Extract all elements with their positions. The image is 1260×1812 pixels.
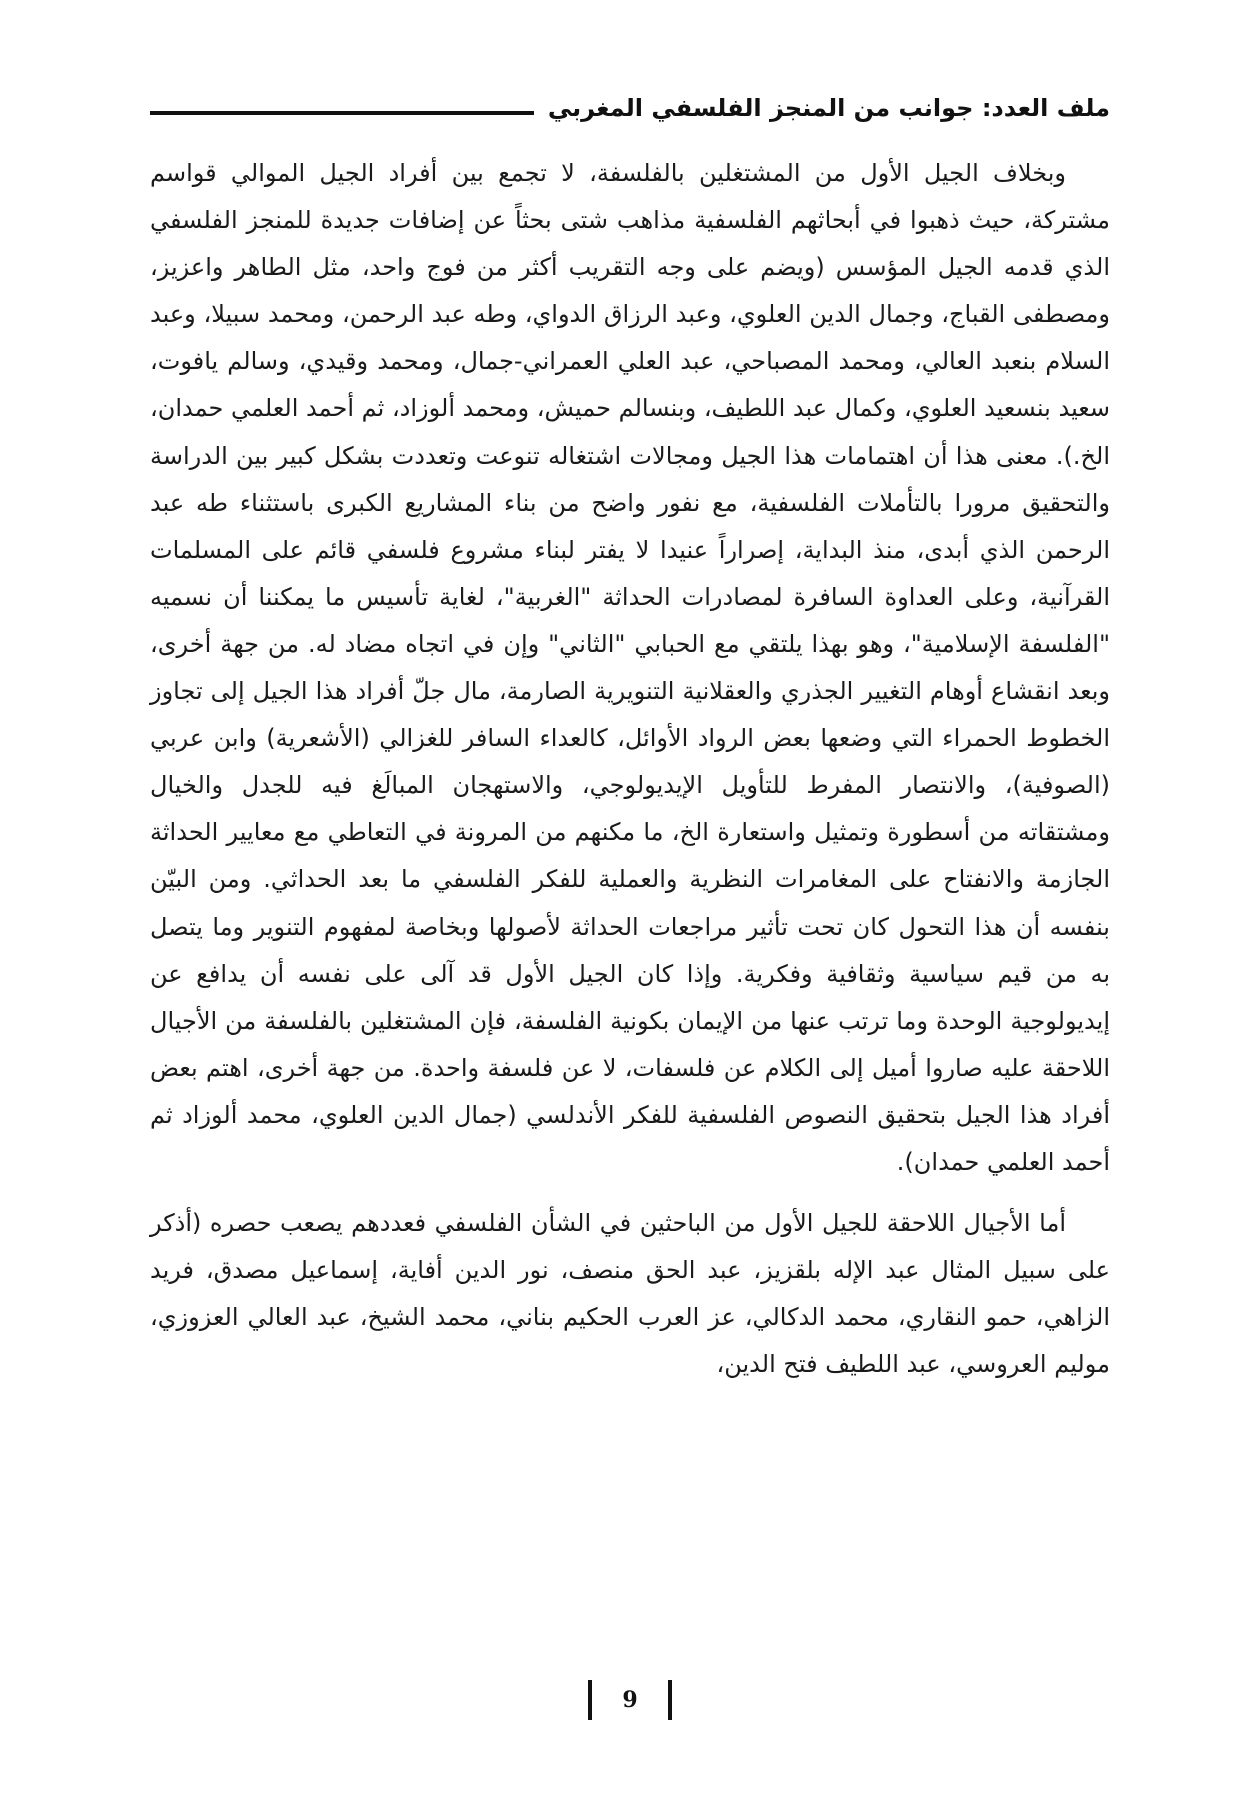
running-header (150, 86, 1110, 130)
header-rule (150, 111, 534, 115)
page-footer (0, 1680, 1260, 1720)
folio-bar-right (668, 1680, 672, 1720)
paragraph-2: أما الأجيال اللاحقة للجيل الأول من الباحثين في الشأن الفلسفي فعددهم يصعب حصره (أذكر على سبيل المثال عبد الإله بلقزيز، عبد الحق منصف، نور الدين أفاية، إسماعيل مصدق، فريد الزاهي، حمو النقاري، محمد الدكالي، عز العرب الحكيم بناني، محمد الشيخ، عبد العالي العزوزي، موليم العروسي، عبد اللطيف فتح الدين، (150, 1209, 1110, 1379)
page-number: 9 (622, 1687, 638, 1713)
header-title: ملف العدد: جوانب من المنجز الفلسفي المغربي (547, 94, 1110, 122)
paragraph-1: وبخلاف الجيل الأول من المشتغلين بالفلسفة، لا تجمع بين أفراد الجيل الموالي قواسم مشتركة، حيث ذهبوا في أبحاثهم الفلسفية مذاهب شتى بحثاً عن إضافات جديدة للمنجز الفلسفي الذي قدمه الجيل المؤسس (ويضم على وجه التقريب أكثر من فوج واحد، مثل الطاهر واعزيز، ومصطفى القباج، وجمال الدين العلوي، وعبد الرزاق الدواي، وطه عبد الرحمن، ومحمد سبيلا، وعبد السلام بنعبد العالي، ومحمد المصباحي، عبد العلي العمراني-جمال، ومحمد وقيدي، وسالم يافوت، سعيد بنسعيد العلوي، وكمال عبد اللطيف، وبنسالم حميش، ومحمد ألوزاد، ثم أحمد العلمي حمدان، الخ.). معنى هذا أن اهتمامات هذا الجيل ومجالات اشتغاله تنوعت وتعددت بشكل كبير بين الدراسة والتحقيق مرورا بالتأملات الفلسفية، مع نفور واضح من بناء المشاريع الكبرى باستثناء طه عبد الرحمن الذي أبدى، منذ البداية، إصراراً عنيدا لا يفتر لبناء مشروع فلسفي قائم على المسلمات القرآنية، وعلى العداوة السافرة لمصادرات الحداثة "الغربية"، لغاية تأسيس ما يمكننا أن نسميه "الفلسفة الإسلامية"، وهو بهذا يلتقي مع الحبابي "الثاني" وإن في اتجاه مضاد له. من جهة أخرى، وبعد انقشاع أوهام التغيير الجذري والعقلانية التنويرية الصارمة، مال جلّ أفراد هذا الجيل إلى تجاوز الخطوط الحمراء التي وضعها بعض الرواد الأوائل، كالعداء السافر للغزالي (الأشعرية) وابن عربي (الصوفية)، والانتصار المفرط للتأويل الإيديولوجي، والاستهجان المبالَغ فيه للجدل والخيال ومشتقاته من أسطورة وتمثيل واستعارة الخ، ما مكنهم من المرونة في التعاطي مع معايير الحداثة الجازمة والانفتاح على المغامرات النظرية والعملية للفكر الفلسفي ما بعد الحداثي. ومن البيّن بنفسه أن هذا التحول كان تحت تأثير مراجعات الحداثة لأصولها وبخاصة لمفهوم التنوير وما يتصل به من قيم سياسية وثقافية وفكرية. وإذا كان الجيل الأول قد آلى على نفسه أن يدافع عن إيديولوجية الوحدة وما ترتب عنها من الإيمان بكونية الفلسفة، فإن المشتغلين بالفلسفة من الأجيال اللاحقة عليه صاروا أميل إلى الكلام عن فلسفات، لا عن فلسفة واحدة. من جهة أخرى، اهتم بعض أفراد هذا الجيل بتحقيق النصوص الفلسفية للفكر الأندلسي (جمال الدين العلوي، محمد ألوزاد ثم أحمد العلمي حمدان). (150, 159, 1110, 1176)
article-body (150, 150, 1110, 1388)
folio-bar-left (588, 1680, 592, 1720)
